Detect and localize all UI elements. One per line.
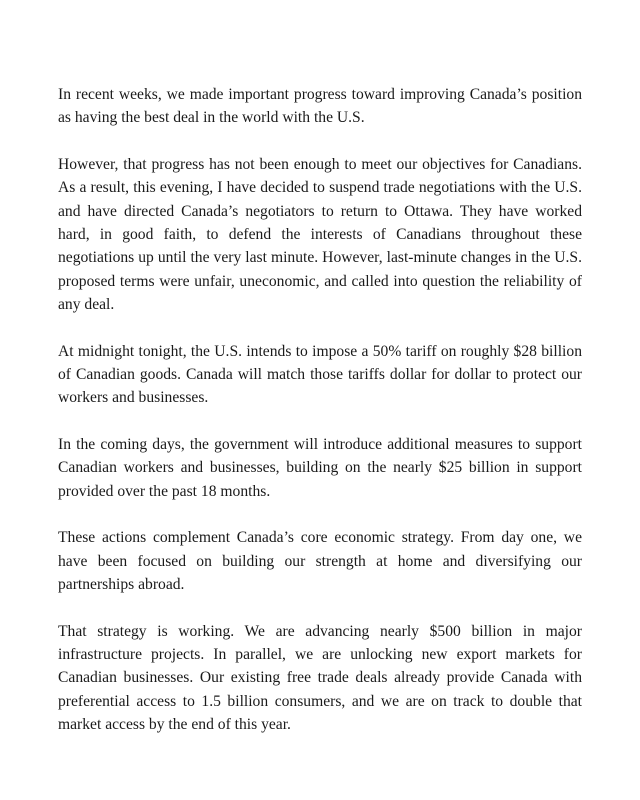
statement-body	[58, 83, 582, 760]
paragraph-progress: In recent weeks, we made important progress toward improving Canada’s position as having the best deal in the world with the U.S.	[58, 86, 582, 127]
paragraph-core-strategy: These actions complement Canada’s core economic strategy. From day one, we have been focused on building our strength at home and diversifying our partnerships abroad.	[58, 529, 582, 594]
paragraph-strategy-working: That strategy is working. We are advancing nearly $500 billion in major infrastructure projects. In parallel, we are unlocking new export markets for Canadian businesses. Our existing free trade deals already provide Canada with preferential access to 1.5 billion consumers, and we are on track to double that market access by the end of this year.	[58, 622, 582, 734]
paragraph-suspend-negotiations: However, that progress has not been enough to meet our objectives for Canadians. As a result, this evening, I have decided to suspend trade negotiations with the U.S. and have directed Canada’s negotiators to return to Ottawa. They have worked hard, in good faith, to defend the interests of Canadians throughout these negotiations up until the very last minute. However, last-minute changes in the U.S. proposed terms were unfair, uneconomic, and called into question the reliability of any deal.	[58, 156, 582, 313]
paragraph-support-measures: In the coming days, the government will introduce additional measures to support Canadian workers and businesses, building on the nearly $25 billion in support provided over the past 18 months.	[58, 436, 582, 500]
paragraph-tariffs: At midnight tonight, the U.S. intends to impose a 50% tariff on roughly $28 billion of Canadian goods. Canada will match those tariffs dollar for dollar to protect our workers and businesses.	[58, 342, 582, 407]
